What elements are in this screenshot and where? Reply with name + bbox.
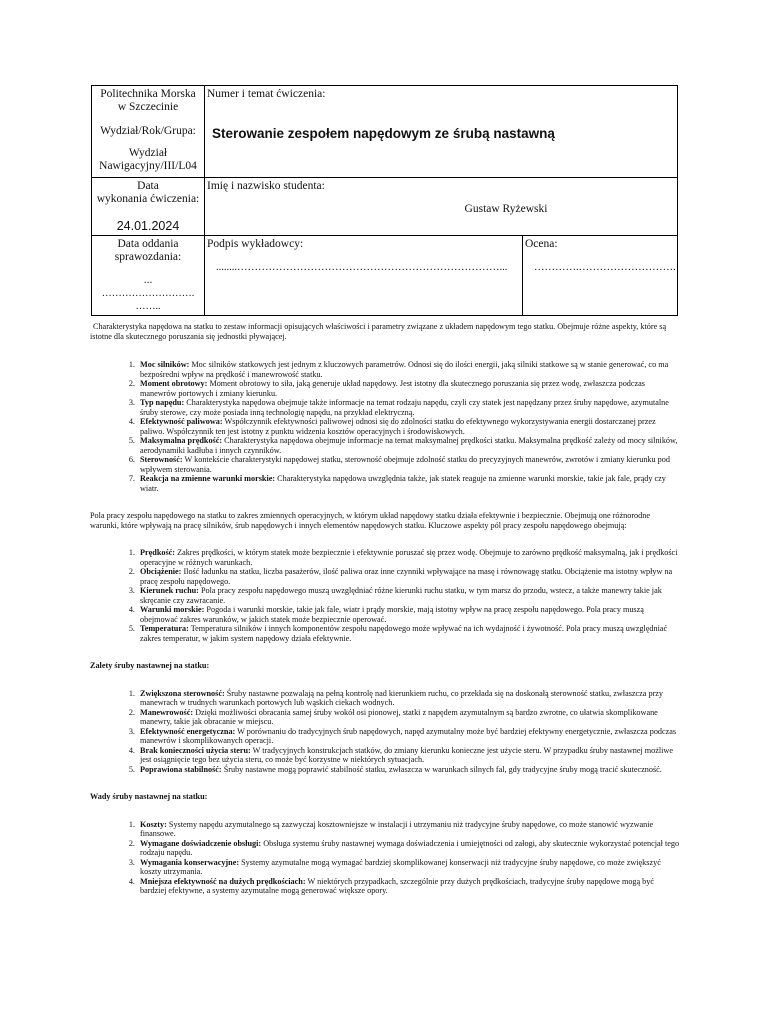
list-item: 5. Poprawiona stabilność: Śruby nastawne mogą poprawić stabilność statku, zwłaszcza w warunkach silnych fal, gdy tradycyjne śruby mogą tracić skuteczność. [137, 765, 680, 775]
lecturer-cell [205, 236, 523, 316]
list-item: 2. Obciążenie: Ilość ładunku na statku, liczba pasażerów, ilość paliwa oraz inne czynniki wpływające na masę i równowagę statku. Obciążenie ma istotny wpływ na pracę zespołu napędowego. [137, 567, 680, 586]
submission-dots: ... [143, 274, 153, 286]
student-cell [205, 178, 678, 236]
faculty-label: Wydział/Rok/Grupa: [100, 125, 196, 137]
list-item: 6. Sterowność: W kontekście charakterystyki napędowej statku, sterowność obejmuje zdolność statku do precyzyjnych manewrów, zwrotów i zmiany kierunku pod wpływem sterowania. [137, 455, 680, 474]
lecturer-signature-line: ........…………………………………………………………………... [216, 262, 508, 273]
faculty-group: Nawigacyjny/III/L04 [99, 160, 197, 172]
section1-intro: Charakterystyka napędowa na statku to zestaw informacji opisujących właściwości i parametry związane z układem napędowym tego statku. Obejmuje różne aspekty, które są istotne dla skutecznego poruszania się jednostki pływającej. [90, 322, 667, 341]
list-item: 4. Mniejsza efektywność na dużych prędkościach: W niektórych przypadkach, szczególnie przy dużych prędkościach, tradycyjne śruby napędowe mogą być bardziej efektywne, a systemy azymutalne mogą generować większe opory. [137, 877, 680, 896]
list-item: 3. Typ napędu: Charakterystyka napędowa obejmuje także informacje na temat rodzaju napędu, czyli czy statek jest napędzany przez śruby napędowe, azymutalne śruby sterowe, czy może posiada inną technologię napędu, na przykład elektryczną. [137, 398, 680, 417]
grade-label: Ocena: [525, 238, 558, 250]
faculty-name: Wydział [128, 147, 168, 159]
section3-heading: Zalety śruby nastawnej na statku: [90, 661, 210, 670]
list-item: 3. Efektywność energetyczna: W porównaniu do tradycyjnych śrub napędowych, napęd azymutalny może być bardziej efektywny energetycznie, zwłaszcza podczas manewrów i skomplikowanych operacji. [137, 727, 680, 746]
list-item: 4. Efektywność paliwowa: Współczynnik efektywności paliwowej odnosi się do zdolności statku do efektywnego wykorzystywania energii dostarczanej przez paliwo. Współczynnik ten jest istotny z punktu widzenia kosztów operacyjnych i środowiskowych. [137, 417, 680, 436]
section1-list [90, 360, 680, 493]
list-item: 4. Warunki morskie: Pogoda i warunki morskie, takie jak fale, wiatr i prądy morskie, mają istotny wpływ na pracę zespołu napędowego. Pola pracy muszą obejmować zakres warunków, w jakich statek może bezpiecznie operować. [137, 605, 680, 624]
list-item: 3. Kierunek ruchu: Pola pracy zespołu napędowego muszą uwzględniać różne kierunki ruchu statku, w tym marsz do przodu, wstecz, a także manewry takie jak skręcanie czy zawracanie. [137, 586, 680, 605]
grade-cell [523, 236, 678, 316]
list-item: 4. Brak konieczności użycia steru: W tradycyjnych konstrukcjach statków, do zmiany kierunku konieczne jest użycie steru. W przypadku śruby nastawnej możliwe jest osiągnięcie tego bez użycia steru, co może być korzystne w niektórych sytuacjach. [137, 746, 680, 765]
date-label: Data [137, 180, 159, 192]
section2-list [90, 548, 680, 643]
date-label-2: wykonania ćwiczenia: [96, 193, 200, 205]
section2-intro: Pola pracy zespołu napędowego na statku to zakres zmiennych operacyjnych, w którym układ napędowy statku działa efektywnie i bezpiecznie. Obejmują one różnorodne warunki, które wpływają na pracę silników, śrub napędowych i innych elementów napędowych statku. Kluczowe aspekty pól pracy zespołu napędowego obejmują: [90, 511, 650, 530]
exercise-cell [205, 86, 678, 178]
institution-name: Politechnika Morska [100, 88, 196, 100]
document-body [90, 322, 680, 896]
submission-label: Data oddania [117, 238, 179, 250]
list-item: 2. Moment obrotowy: Moment obrotowy to siła, jaką generuje układ napędowy. Jest istotny dla skutecznego poruszania się przez wodę, zwłaszcza podczas manewrów portowych i zmiany kierunku. [137, 379, 680, 398]
list-item: 1. Zwiększona sterowność: Śruby nastawne pozwalają na pełną kontrolę nad kierunkiem ruchu, co przekłada się na doskonałą sterowność statku, zwłaszcza przy manewrach w trudnych warunkach portowych lub wąskich ciekach wodnych. [137, 689, 680, 708]
date-value: 24.01.2024 [116, 219, 180, 233]
list-item: 1. Prędkość: Zakres prędkości, w którym statek może bezpiecznie i efektywnie poruszać się przez wodę. Obejmuje to zarówno prędkość maksymalną, jak i prędkości operacyjne w różnych warunkach. [137, 548, 680, 567]
list-item: 1. Koszty: Systemy napędu azymutalnego są zazwyczaj kosztowniejsze w instalacji i utrzymaniu niż tradycyjne śruby napędowe, co może stanowić wyzwanie finansowe. [137, 820, 680, 839]
date-cell [92, 178, 205, 236]
section4-list [90, 820, 680, 896]
student-label: Imię i nazwisko studenta: [207, 180, 325, 192]
submission-dots-3: …….. [135, 301, 161, 312]
institution-city: w Szczecinie [117, 101, 179, 113]
submission-label-2: sprawozdania: [114, 251, 182, 263]
list-item: 5. Maksymalna prędkość: Charakterystyka napędowa obejmuje informacje na temat maksymalnej prędkości statku. Maksymalna prędkość zależy od mocy silników, aerodynamiki kadłuba i innych czynników. [137, 436, 680, 455]
grade-line: ………….………………………. [534, 262, 676, 273]
institution-cell [92, 86, 205, 178]
list-item: 2. Wymagane doświadczenie obsługi: Obsługa systemu śruby nastawnej wymaga doświadczenia i umiejętności od załogi, aby skutecznie wykorzystać potencjał tego rodzaju napędu. [137, 839, 680, 858]
section4-heading: Wady śruby nastawnej na statku: [90, 792, 208, 801]
header-table [91, 85, 678, 316]
list-item: 7. Reakcja na zmienne warunki morskie: Charakterystyka napędowa uwzględnia także, jak statek reaguje na zmienne warunki morskie, takie jak fale, prądy czy wiatr. [137, 474, 680, 493]
student-name: Gustaw Ryżewski [464, 203, 548, 215]
exercise-title: Sterowanie zespołem napędowym ze śrubą nastawną [212, 126, 555, 141]
submission-cell [92, 236, 205, 316]
section3-list [90, 689, 680, 775]
list-item: 3. Wymagania konserwacyjne: Systemy azymutalne mogą wymagać bardziej skomplikowanej konserwacji niż tradycyjne śruby napędowe, co może zwiększyć koszty utrzymania. [137, 858, 680, 877]
list-item: 5. Temperatura: Temperatura silników i innych komponentów zespołu napędowego może wpływać na ich wydajność i żywotność. Pola pracy muszą uwzględniać zakres temperatur, w jakim system napędowy działa efektywnie. [137, 624, 680, 643]
lecturer-label: Podpis wykładowcy: [207, 238, 304, 250]
list-item: 2. Manewrowość: Dzięki możliwości obracania samej śruby wokół osi pionowej, statki z napędem azymutalnym są bardzo zwrotne, co ułatwia skomplikowane manewry, takie jak obracanie w miejscu. [137, 708, 680, 727]
list-item: 1. Moc silników: Moc silników statkowych jest jednym z kluczowych parametrów. Odnosi się do ilości energii, jaką silniki statkowe są w stanie generować, co ma bezpośredni wpływ na prędkość i manewrowość statku. [137, 360, 680, 379]
submission-dots-2: ………………………. [101, 288, 195, 299]
exercise-label: Numer i temat ćwiczenia: [207, 88, 326, 100]
